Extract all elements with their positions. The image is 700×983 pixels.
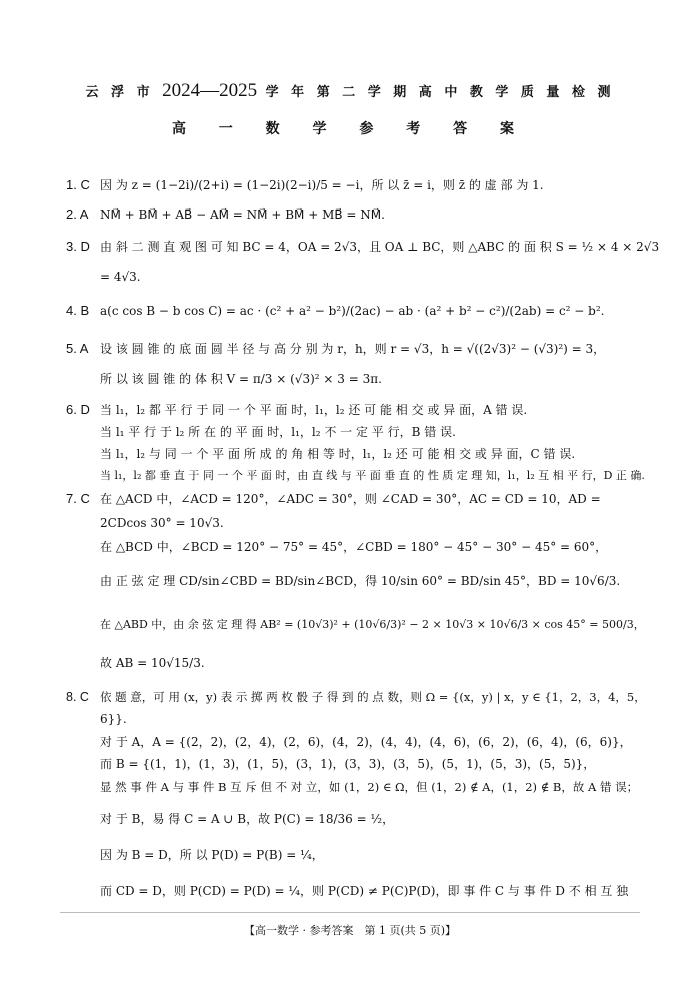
answer-line [66,618,645,632]
question-number: 4. B [66,303,90,318]
answer-text: 因 为 z = (1−2i)/(2+i) = (1−2i)(2−i)/5 = −i，所 以 z̄ = i，则 z̄ 的 虚 部 为 1. [100,178,544,192]
page-title: 高 一 数 学 参 考 答 案 [171,121,529,137]
answer-text: 当 l₁，l₂ 与 同 一 个 平 面 所 成 的 角 相 等 时，l₁，l₂ 还 可 能 相 交 或 异 面，C 错 误. [100,447,576,461]
answer-line [66,712,127,726]
answer-text: 显 然 事 件 A 与 事 件 B 互 斥 但 不 对 立，如 (1，2) ∈ Ω，但 (1，2) ∉ A，(1，2) ∉ B，故 A 错 误； [100,780,639,794]
question-number: 5. A [66,341,89,356]
question-number: 7. C [66,491,90,506]
answer-text: 当 l₁ 平 行 于 l₂ 所 在 的 平 面 时，l₁，l₂ 不 一 定 平 行，B 错 误. [100,425,456,439]
question-number: 2. A [66,207,89,222]
answer-text: 对 于 B，易 得 C = A ∪ B，故 P(C) = 18/36 = ½， [100,812,395,826]
answer-text: 设 该 圆 锥 的 底 面 圆 半 径 与 高 分 别 为 r，h，则 r = √3，h = √((2√3)² − (√3)²) = 3， [100,342,606,356]
answer-line [66,372,382,386]
footer-divider [60,912,640,913]
answer-line [66,178,544,192]
answer-line [66,342,605,356]
question-number: 8. C [66,690,89,704]
answer-line [66,304,604,318]
answer-line [66,812,394,826]
answer-text: a(c cos B − b cos C) = ac · (c² + a² − b²)/(2ac) − ab · (a² + b² − c²)/(2ab) = c² − b². [100,304,605,318]
answer-text: 对 于 A，A = {(2，2)，(2，4)，(2，6)，(4，2)，(4，4)，(4，6)，(6，2)，(6，4)，(6，6)}， [100,735,632,749]
answer-text: 故 AB = 10√15/3. [100,656,205,670]
answer-text: NM⃗ + BM⃗ + AB⃗ − AM⃗ = NM⃗ + BM⃗ + MB⃗ = NM⃗. [100,208,385,222]
header-years: 2024—2025 [162,80,258,101]
answer-text: 在 △ACD 中，∠ACD = 120°，∠ADC = 30°，则 ∠CAD = 30°，AC = CD = 10，AD = [100,492,601,506]
answer-text: 依 题 意，可 用 (x，y) 表 示 掷 两 枚 骰 子 得 到 的 点 数，则 Ω = {(x，y) | x，y ∈ {1，2，3，4，5， [100,690,646,704]
answer-line [66,540,607,554]
answer-line [66,469,645,483]
answer-text: 由 正 弦 定 理 CD/sin∠CBD = BD/sin∠BCD，得 10/sin 60° = BD/sin 45°，BD = 10√6/3. [100,574,621,588]
answer-line [66,270,141,284]
answer-line [66,656,205,670]
answer-line [66,780,638,794]
answer-line [66,208,385,222]
header-city: 云 浮 市 [85,85,154,100]
answer-text: 6}}. [100,712,127,726]
answer-line [66,516,224,530]
answer-text: 因 为 B = D，所 以 P(D) = P(B) = ¼， [100,848,324,862]
answer-text: 2CDcos 30° = 10√3. [100,516,224,530]
answer-text: 当 l₁，l₂ 都 平 行 于 同 一 个 平 面 时，l₁，l₂ 还 可 能 相 交 或 异 面，A 错 误. [100,403,528,417]
question-number: 6. D [66,402,90,417]
answer-text: 当 l₁，l₂ 都 垂 直 于 同 一 个 平 面 时，由 直 线 与 平 面 垂 直 的 性 质 定 理 知，l₁，l₂ 互 相 平 行，D 正 确. [100,469,645,482]
answer-line [66,425,456,439]
answer-line [66,690,646,704]
page-footer: 【高一数学 · 参考答案 第 1 页(共 5 页)】 [243,924,457,937]
answer-line [66,757,595,771]
header-exam-name: 学 年 第 二 学 期 高 中 教 学 质 量 检 测 [265,85,615,100]
answer-line [66,240,659,254]
answer-line [66,403,527,417]
answer-line [66,492,601,506]
answer-text: 而 CD = D，则 P(CD) = P(D) = ¼，则 P(CD) ≠ P(C)P(D)，即 事 件 C 与 事 件 D 不 相 互 独 [100,884,629,898]
answer-text: 在 △ABD 中，由 余 弦 定 理 得 AB² = (10√3)² + (10√6/3)² − 2 × 10√3 × 10√6/3 × cos 45° = 500/3， [100,618,645,631]
answer-line [66,884,628,898]
answer-line [66,848,324,862]
answer-line [66,447,575,461]
exam-header [0,80,700,102]
answer-text: 在 △BCD 中，∠BCD = 120° − 75° = 45°，∠CBD = 180° − 45° − 30° − 45° = 60°， [100,540,608,554]
answer-text: 由 斜 二 测 直 观 图 可 知 BC = 4，OA = 2√3，且 OA ⊥ BC，则 △ABC 的 面 积 S = ½ × 4 × 2√3 [100,240,660,254]
answer-text: 所 以 该 圆 锥 的 体 积 V = π/3 × (√3)² × 3 = 3π. [100,372,382,386]
question-number: 1. C [66,177,90,192]
answer-line [66,735,632,749]
question-number: 3. D [66,239,90,254]
answer-text: 而 B = {(1，1)，(1，3)，(1，5)，(3，1)，(3，3)，(3，5)，(5，1)，(5，3)，(5，5)}， [100,757,596,771]
answer-text: = 4√3. [100,270,141,284]
answer-line [66,574,620,588]
